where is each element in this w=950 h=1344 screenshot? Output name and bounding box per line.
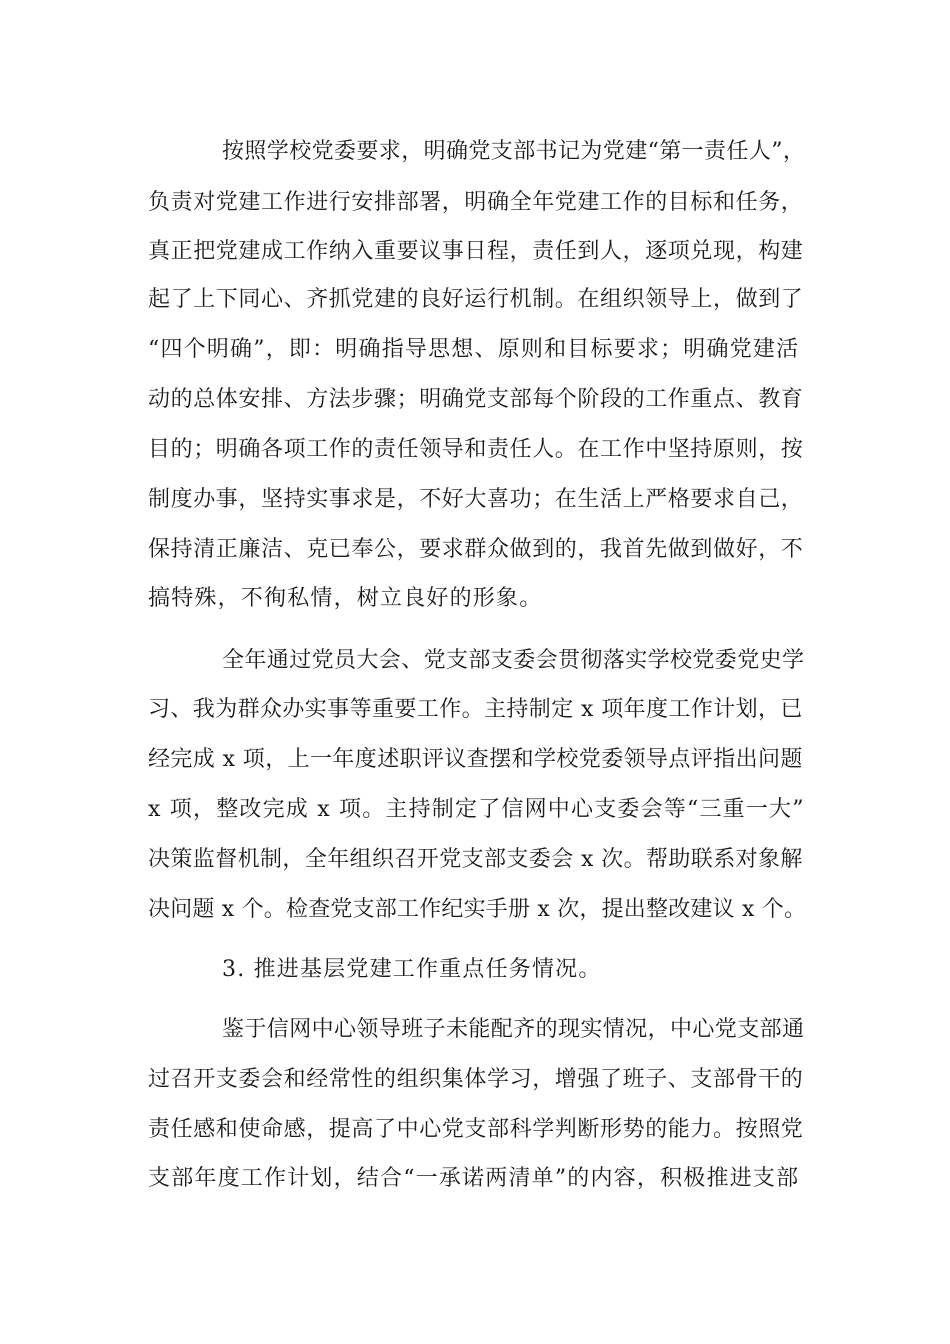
paragraph-1-line-10: 搞特殊，不徇私情，树立良好的形象。 xyxy=(148,586,543,611)
paragraph-1-line-7: 目的；明确各项工作的责任领导和责任人。在工作中坚持原则，按 xyxy=(148,437,804,462)
paragraph-2-line-1: 全年通过党员大会、党支部支委会贯彻落实学校党委党史学 xyxy=(222,648,805,673)
paragraph-3-line-4: 支部年度工作计划，结合“一承诺两清单”的内容，积极推进支部 xyxy=(148,1166,800,1191)
paragraph-1-line-9: 保持清正廉洁、克已奉公，要求群众做到的，我首先做到做好，不 xyxy=(148,537,804,562)
paragraph-2-line-5: 决策监督机制，全年组织召开党支部支委会 x 次。帮助联系对象解 xyxy=(148,847,803,872)
paragraph-1-line-3: 真正把党建成工作纳入重要议事日程，责任到人，逐项兑现，构建 xyxy=(148,239,804,264)
paragraph-1-line-4: 起了上下同心、齐抓党建的良好运行机制。在组织领导上，做到了 xyxy=(148,287,804,312)
paragraph-1-line-5: “四个明确”，即：明确指导思想、原则和目标要求；明确党建活 xyxy=(148,337,800,362)
paragraph-1-line-8: 制度办事，坚持实事求是，不好大喜功；在生活上严格要求自己， xyxy=(148,487,804,512)
paragraph-1-line-1: 按照学校党委要求，明确党支部书记为党建“第一责任人”， xyxy=(222,139,806,164)
paragraph-3-line-1: 鉴于信网中心领导班子未能配齐的现实情况，中心党支部通 xyxy=(222,1017,805,1042)
paragraph-1-line-2: 负责对党建工作进行安排部署，明确全年党建工作的目标和任务， xyxy=(148,190,804,215)
paragraph-2-line-6: 决问题 x 个。检查党支部工作纪实手册 x 次，提出整改建议 x 个。 xyxy=(148,897,807,922)
paragraph-1-line-6: 动的总体安排、方法步骤；明确党支部每个阶段的工作重点、教育 xyxy=(148,387,804,412)
paragraph-2-line-2: 习、我为群众办实事等重要工作。主持制定 x 项年度工作计划，已 xyxy=(148,697,803,722)
paragraph-3-line-2: 过召开支委会和经常性的组织集体学习，增强了班子、支部骨干的 xyxy=(148,1067,804,1092)
paragraph-3-line-3: 责任感和使命感，提高了中心党支部科学判断形势的能力。按照党 xyxy=(148,1117,804,1142)
section-heading-text: 3. 推进基层党建工作重点任务情况。 xyxy=(222,957,602,982)
paragraph-2-line-4: x 项，整改完成 x 项。主持制定了信网中心支委会等“三重一大” xyxy=(148,797,805,822)
paragraph-2-line-3: 经完成 x 项，上一年度述职评议查摆和学校党委领导点评指出问题 xyxy=(148,747,803,772)
